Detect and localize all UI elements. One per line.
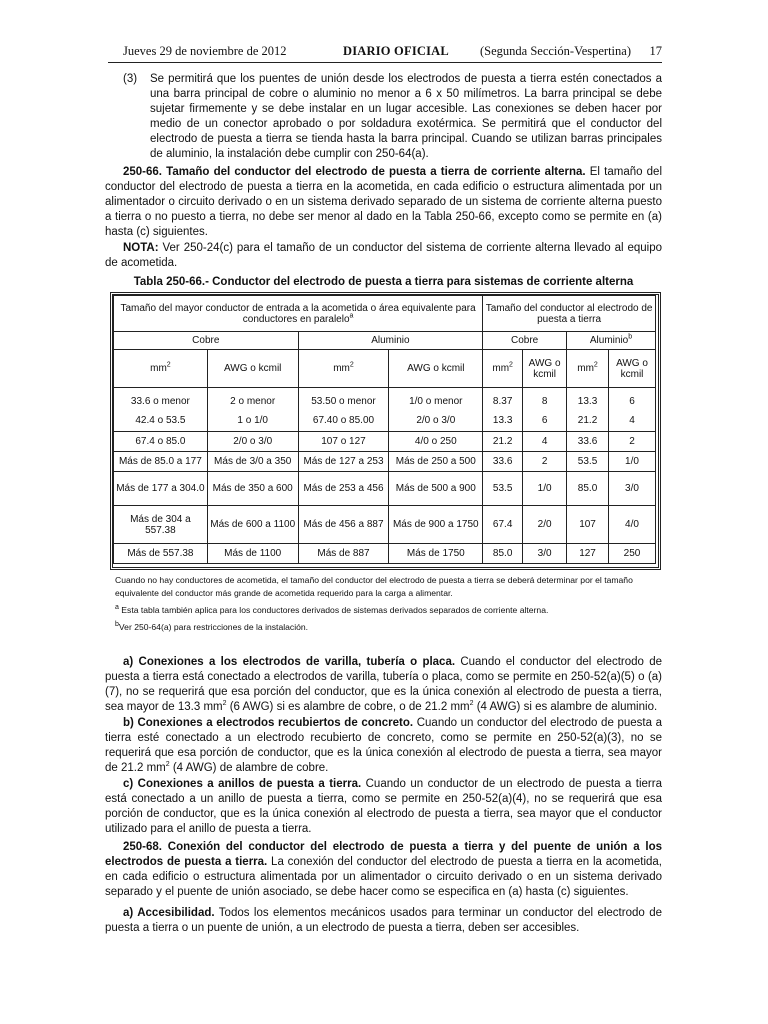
table-head-awg: AWG o kcmil (207, 350, 298, 388)
table-cell: 67.40 o 85.00 (298, 410, 389, 432)
table-cell: 3/0 (523, 544, 567, 564)
table-cell: 8 (523, 388, 567, 410)
table-cell: Más de 3/0 a 350 (207, 452, 298, 472)
table-cell: Más de 500 a 900 (389, 472, 483, 506)
table-row (114, 506, 656, 544)
section-250-66 (105, 165, 662, 240)
table-cell: 3/0 (609, 472, 656, 506)
table-head-mm2: $mm^2$ (298, 350, 389, 388)
table-footnote-1: Cuando no hay conductores de acometida, el tamaño del conductor del electrodo de puesta a tierra se deberá determinar por el tamaño equivalente del conductor más grande de acometida requerido para la carga a alimentar. (115, 575, 633, 598)
table-cell: Más de 127 a 253 (298, 452, 389, 472)
table-cell: 53.5 (483, 472, 523, 506)
table-cell: Más de 250 a 500 (389, 452, 483, 472)
table-cell: 1/0 (523, 472, 567, 506)
table-head-input-size: Tamaño del mayor conductor de entrada a la acometida o área equivalente para conductores en paralelo$^a$ (114, 296, 483, 332)
table-cell: 85.0 (567, 472, 609, 506)
header-publication: DIARIO OFICIAL (343, 44, 449, 58)
table-head-aluminio-right: Aluminio$^b$ (567, 332, 656, 350)
table-cell: 4 (523, 432, 567, 452)
table-cell: 2 (609, 432, 656, 452)
table-cell: 2/0 o 3/0 (207, 432, 298, 452)
table-row (114, 432, 656, 452)
table-cell: 33.6 (483, 452, 523, 472)
table-row (114, 410, 656, 432)
table-cell: 4/0 (609, 506, 656, 544)
table-cell: 107 o 127 (298, 432, 389, 452)
table-cell: 21.2 (483, 432, 523, 452)
table-cell: Más de 1750 (389, 544, 483, 564)
table-cell: 1/0 o menor (389, 388, 483, 410)
table-cell: 67.4 (483, 506, 523, 544)
table-cell: 53.50 o menor (298, 388, 389, 410)
paragraph-a-rod-connections: a) Conexiones a los electrodos de varilla, tubería o placa. Cuando el conductor del electrodo de puesta a tierra está conectado a electrodos de varilla, tubería o placa, como se permite en 250-52(a)(5) o (a)(7), no se requerirá que esa porción del conductor, que es la única conexión al electrodo de puesta a tierra, sea mayor de 13.3 $mm^2$ (6 AWG) si es alambre de cobre, o de 21.2 $mm^2$ (4 AWG) si es alambre de aluminio. (105, 656, 662, 713)
list-item-3 (124, 72, 662, 162)
table-cell: 6 (609, 388, 656, 410)
table-head-electrode-size: Tamaño del conductor al electrodo de puesta a tierra (483, 296, 656, 332)
table-body (114, 388, 656, 564)
table-row (114, 452, 656, 472)
table-cell: 13.3 (567, 388, 609, 410)
list-item-text: Se permitirá que los puentes de unión desde los electrodos de puesta a tierra estén conectados a una barra principal de cobre o aluminio no menor a 6 x 50 milímetros. La barra principal se debe sujetar firmemente y se debe instalar en un lugar accesible. Las conexiones se deben hacer por medio de un conector aprobado o por soldadura exotérmica. Se permitirá que el conductor del electrodo de puesta a tierra se tienda hasta la barra principal. Cuando se utilizan barras principales de aluminio, la instalación debe cumplir con 250-64(a). (150, 73, 662, 160)
table-cell: 33.6 o menor (114, 388, 208, 410)
table-cell: 1/0 (609, 452, 656, 472)
header-page-number: 17 (649, 44, 662, 58)
table-cell: Más de 85.0 a 177 (114, 452, 208, 472)
table-cell: 2 (523, 452, 567, 472)
table-cell: 85.0 (483, 544, 523, 564)
table-cell: Más de 1100 (207, 544, 298, 564)
paragraph-c-ground-rings: c) Conexiones a anillos de puesta a tierra. Cuando un conductor de un electrodo de puesta a tierra está conectado a un anillo de puesta a tierra, como se permite en 250-52(a)(4), no se requerirá que esa porción de conductor, que es la única conexión al electrodo de puesta a tierra, sea mayor que el conductor utilizado para el anillo de puesta a tierra. (105, 778, 662, 835)
section-text: El tamaño del conductor del electrodo de puesta a tierra en la acometida, en cada edificio o estructura alimentada por un alimentador o circuito derivado o en un sistema derivado separado de un sistema de corriente alterna puesto a tierra o no puesto a tierra, no debe ser menor al dado en la Tabla 250-66, excepto como se permite en (a) hasta (c) siguientes. (105, 166, 663, 238)
table-row (114, 472, 656, 506)
table-title: Tabla 250-66.- Conductor del electrodo de puesta a tierra para sistemas de corriente alterna (133, 276, 634, 288)
table-head-awg: AWG o kcmil (609, 350, 656, 388)
table-head-aluminio-left: Aluminio (298, 332, 483, 350)
table-cell: 107 (567, 506, 609, 544)
table-cell: 250 (609, 544, 656, 564)
section-250-68: 250-68. Conexión del conductor del electrodo de puesta a tierra y del puente de unión a los electrodos de puesta a tierra. La conexión del conductor del electrodo de puesta a tierra en la acometida, en cada edificio o estructura alimentada por un alimentador o circuito derivado o en un sistema derivado separado y el puente de unión asociado, se debe hacer como se especifica en (a) hasta (c) siguientes. (105, 841, 662, 898)
note-paragraph (105, 241, 662, 271)
table-cell: Más de 900 a 1750 (389, 506, 483, 544)
table-row (114, 544, 656, 564)
table-cell: 13.3 (483, 410, 523, 432)
table-cell: Más de 304 a 557.38 (114, 506, 208, 544)
header-date: Jueves 29 de noviembre de 2012 (123, 44, 287, 58)
table-head-awg: AWG o kcmil (523, 350, 567, 388)
table-cell: Más de 456 a 887 (298, 506, 389, 544)
list-item-number: (3) (123, 73, 138, 85)
header-section: (Segunda Sección-Vespertina) (480, 44, 631, 58)
header-rule (108, 62, 662, 63)
table-cell: 42.4 o 53.5 (114, 410, 208, 432)
section-heading: 250-66. Tamaño del conductor del electrodo de puesta a tierra de corriente alterna. (123, 166, 586, 178)
table-head-awg: AWG o kcmil (389, 350, 483, 388)
table-head-mm2: $mm^2$ (114, 350, 208, 388)
table-head-mm2: $mm^2$ (567, 350, 609, 388)
table-footnote-b: $^b$Ver 250-64(a) para restricciones de la instalación. (115, 621, 309, 632)
table-head-mm2: $mm^2$ (483, 350, 523, 388)
table-cell: 33.6 (567, 432, 609, 452)
table-cell: 53.5 (567, 452, 609, 472)
table-cell: 67.4 o 85.0 (114, 432, 208, 452)
table-head-cobre-left: Cobre (114, 332, 299, 350)
table-cell: 6 (523, 410, 567, 432)
table-cell: 2 o menor (207, 388, 298, 410)
table-cell: Más de 350 a 600 (207, 472, 298, 506)
table-head-cobre-right: Cobre (483, 332, 567, 350)
table-cell: 2/0 o 3/0 (389, 410, 483, 432)
table-cell: 1 o 1/0 (207, 410, 298, 432)
paragraph-b-concrete-electrodes: b) Conexiones a electrodos recubiertos de concreto. Cuando un conductor del electrodo de puesta a tierra esté conectado a un electrodo recubierto de concreto, como se permite en 250-52(a)(3), no se requerirá que esa porción de conductor, que es la única conexión al electrodo de puesta a tierra, sea mayor de 21.2 $mm^2$ (4 AWG) de alambre de cobre. (105, 717, 662, 774)
page-header (108, 44, 662, 62)
table-cell: Más de 600 a 1100 (207, 506, 298, 544)
table-cell: 4/0 o 250 (389, 432, 483, 452)
grounding-conductor-table (113, 295, 656, 564)
table-row (114, 388, 656, 410)
note-label: NOTA: (123, 242, 159, 254)
table-cell: 2/0 (523, 506, 567, 544)
paragraph-a-accessibility: a) Accesibilidad. Todos los elementos mecánicos usados para terminar un conductor del electrodo de puesta a tierra o un puente de unión, a un electrodo de puesta a tierra, deben ser accesibles. (105, 907, 662, 934)
table-footnote-a: $^a$ Esta tabla también aplica para los conductores derivados de sistemas derivados separados de corriente alterna. (115, 604, 549, 615)
table-cell: Más de 557.38 (114, 544, 208, 564)
table-cell: Más de 253 a 456 (298, 472, 389, 506)
note-text: Ver 250-24(c) para el tamaño de un conductor del sistema de corriente alterna llevado al equipo de acometida. (105, 242, 662, 269)
table-cell: 4 (609, 410, 656, 432)
table-cell: 21.2 (567, 410, 609, 432)
table-cell: Más de 887 (298, 544, 389, 564)
table-cell: 127 (567, 544, 609, 564)
table-cell: Más de 177 a 304.0 (114, 472, 208, 506)
table-cell: 8.37 (483, 388, 523, 410)
